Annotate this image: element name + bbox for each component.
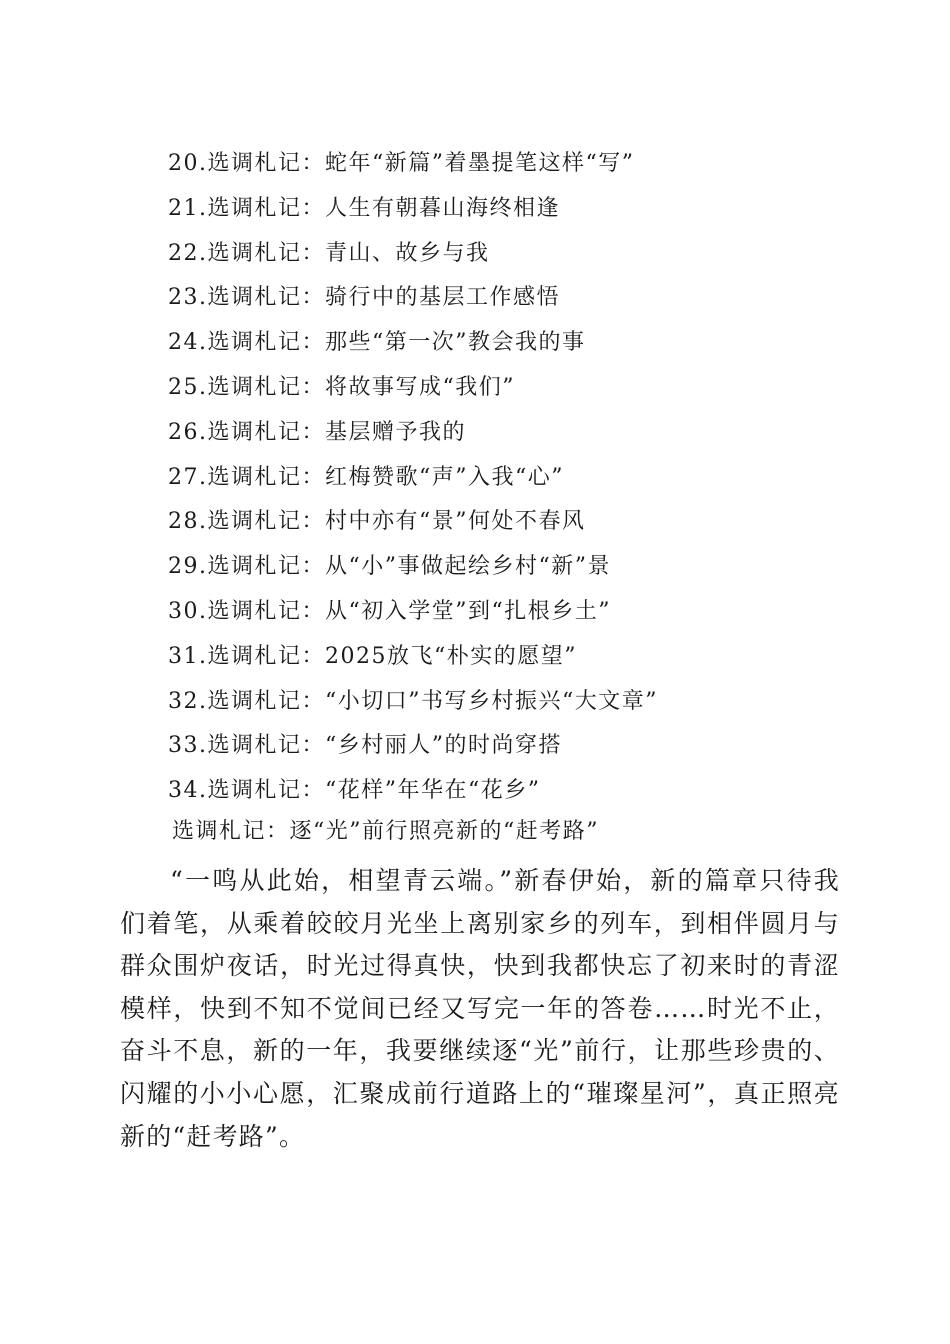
article-title: 选调札记：逐“光”前行照亮新的“赶考路” [172,819,599,844]
table-of-contents [168,142,658,814]
toc-item: 32.选调札记：“小切口”书写乡村振兴“大文章” [168,688,658,714]
toc-item: 22.选调札记：青山、故乡与我 [168,240,490,266]
toc-item: 26.选调札记：基层赠予我的 [168,419,466,445]
toc-item: 28.选调札记：村中亦有“景”何处不春风 [168,509,586,535]
toc-item: 25.选调札记：将故事写成“我们” [168,374,515,400]
toc-item: 27.选调札记：红梅赞歌“声”入我“心” [168,464,564,490]
toc-item: 31.选调札记：2025放飞“朴实的愿望” [168,643,577,669]
toc-item: 34.选调札记：“花样”年华在“花乡” [168,778,541,804]
toc-item: 30.选调札记：从“初入学堂”到“扎根乡土” [168,598,611,624]
toc-item: 24.选调札记：那些“第一次”教会我的事 [168,330,586,356]
toc-item: 21.选调札记：人生有朝暮山海终相逢 [168,195,560,221]
toc-item: 29.选调札记：从“小”事做起绘乡村“新”景 [168,554,611,580]
toc-item: 23.选调札记：骑行中的基层工作感悟 [168,285,560,311]
article-body-paragraph: “一鸣从此始，相望青云端。”新春伊始，新的篇章只待我们着笔，从乘着皎皎月光坐上离别家乡的列车，到相伴圆月与群众围炉夜话，时光过得真快，快到我都快忘了初来时的青涩模样，快到不知不觉间已经又写完一年的答卷……时光不止，奋斗不息，新的一年，我要继续逐“光”前行，让那些珍贵的、闪耀的小小心愿，汇聚成前行道路上的“璀璨星河”，真正照亮新的“赶考路”。 [120,866,840,1151]
toc-item: 33.选调札记：“乡村丽人”的时尚穿搭 [168,733,562,759]
toc-item: 20.选调札记：蛇年“新篇”着墨提笔这样“写” [168,151,635,176]
